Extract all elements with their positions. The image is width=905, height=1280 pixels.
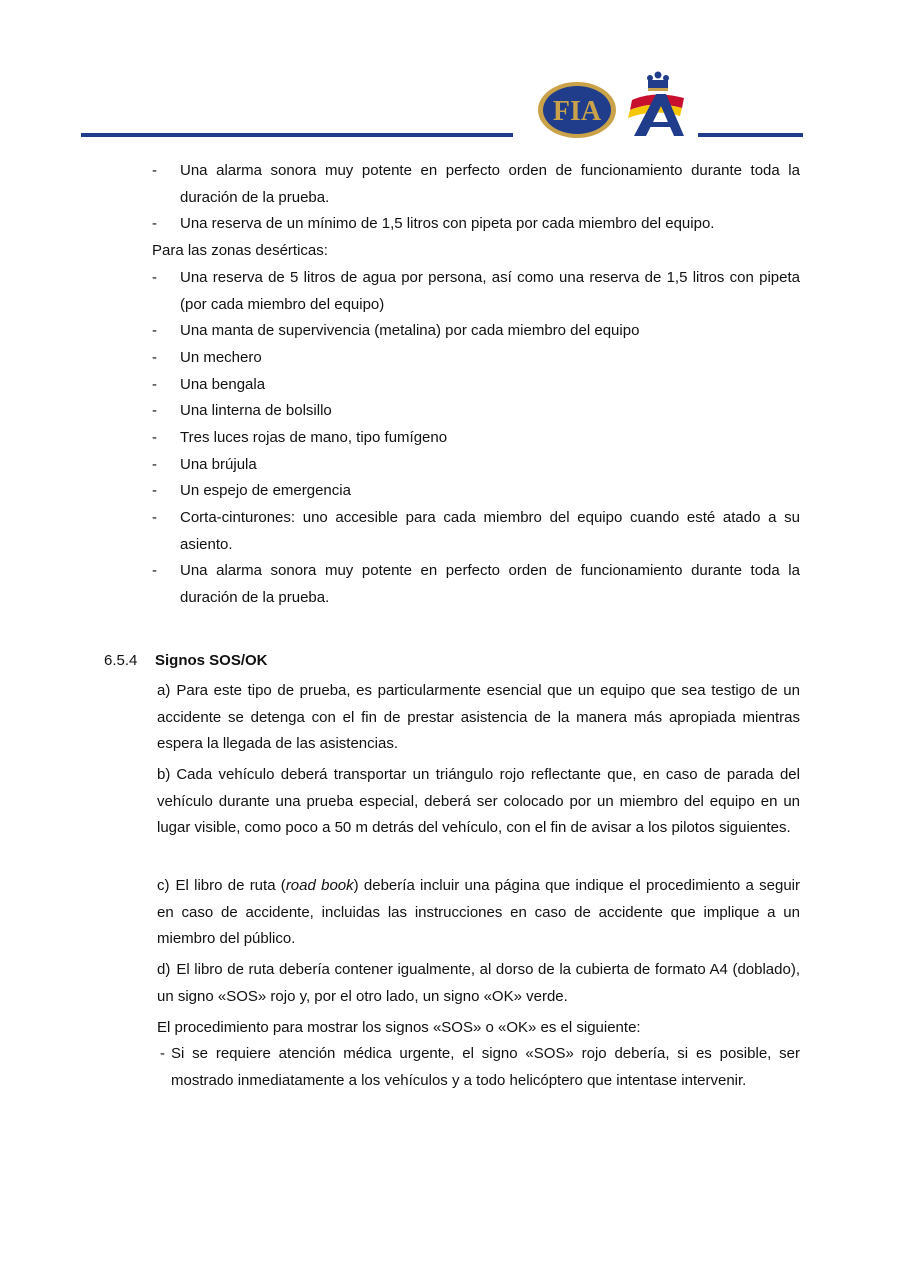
section-title: Signos SOS/OK bbox=[155, 652, 268, 669]
list-item: - Una linterna de bolsillo bbox=[152, 402, 332, 419]
list-item: - Una bengala bbox=[152, 376, 266, 393]
procedure-sub-item: - Si se requiere atención médica urgente, el signo «SOS» rojo debería, si es posible, ser mostrado inmediatamente a los vehículos y a todo helicóptero que intentase intervenir. bbox=[160, 1045, 800, 1089]
fia-logo-text: FIA bbox=[552, 96, 602, 127]
list-item: - Una reserva de un mínimo de 1,5 litros con pipeta por cada miembro del equipo. bbox=[152, 215, 715, 232]
list-item: - Una manta de supervivencia (metalina) por cada miembro del equipo bbox=[152, 322, 640, 339]
paragraph-d: d) El libro de ruta debería contener igualmente, al dorso de la cubierta de formato A4 (doblado), un signo «SOS» rojo y, por el otro lado, un signo «OK» verde. bbox=[157, 961, 800, 1005]
paragraph-b: b) Cada vehículo deberá transportar un triángulo rojo reflectante que, en caso de parada del vehículo durante una prueba especial, deberá ser colocado por un miembro del equipo en un lugar visible, como poco a 50 m detrás del vehículo, con el fin de avisar a los pilotos siguientes. bbox=[157, 766, 800, 837]
header-rule-right bbox=[698, 133, 803, 137]
list-item: - Una brújula bbox=[152, 456, 257, 473]
list-item: - Tres luces rojas de mano, tipo fumígeno bbox=[152, 429, 448, 446]
desert-heading: Para las zonas desérticas: bbox=[152, 242, 328, 259]
list-item: - Una alarma sonora muy potente en perfecto orden de funcionamiento durante toda la duración de la prueba. bbox=[152, 562, 800, 606]
list-item: - Un espejo de emergencia bbox=[152, 482, 351, 499]
section-number: 6.5.4 bbox=[104, 652, 138, 669]
rfea-logo bbox=[626, 70, 690, 138]
header-rule-left bbox=[81, 133, 513, 137]
list-item: - Una alarma sonora muy potente en perfecto orden de funcionamiento durante toda la duración de la prueba. bbox=[152, 162, 800, 206]
paragraph-a: a) Para este tipo de prueba, es particularmente esencial que un equipo que sea testigo de un accidente se detenga con el fin de prestar asistencia de la manera más apropiada mientras espera la llegada de las asistencias. bbox=[157, 682, 800, 753]
procedure-intro: El procedimiento para mostrar los signos «SOS» o «OK» es el siguiente: bbox=[157, 1019, 641, 1036]
list-item: - Una reserva de 5 litros de agua por persona, así como una reserva de 1,5 litros con pipeta (por cada miembro del equipo) bbox=[152, 269, 800, 313]
page-header bbox=[0, 0, 905, 145]
fia-logo bbox=[536, 80, 618, 140]
paragraph-c: c) El libro de ruta (road book) debería incluir una página que indique el procedimiento a seguir en caso de accidente, incluidas las instrucciones en caso de accidente que implique a un miembro del público. bbox=[157, 877, 800, 948]
list-item: - Corta-cinturones: uno accesible para cada miembro del equipo cuando esté atado a su asiento. bbox=[152, 509, 800, 553]
list-item: - Un mechero bbox=[152, 349, 262, 366]
